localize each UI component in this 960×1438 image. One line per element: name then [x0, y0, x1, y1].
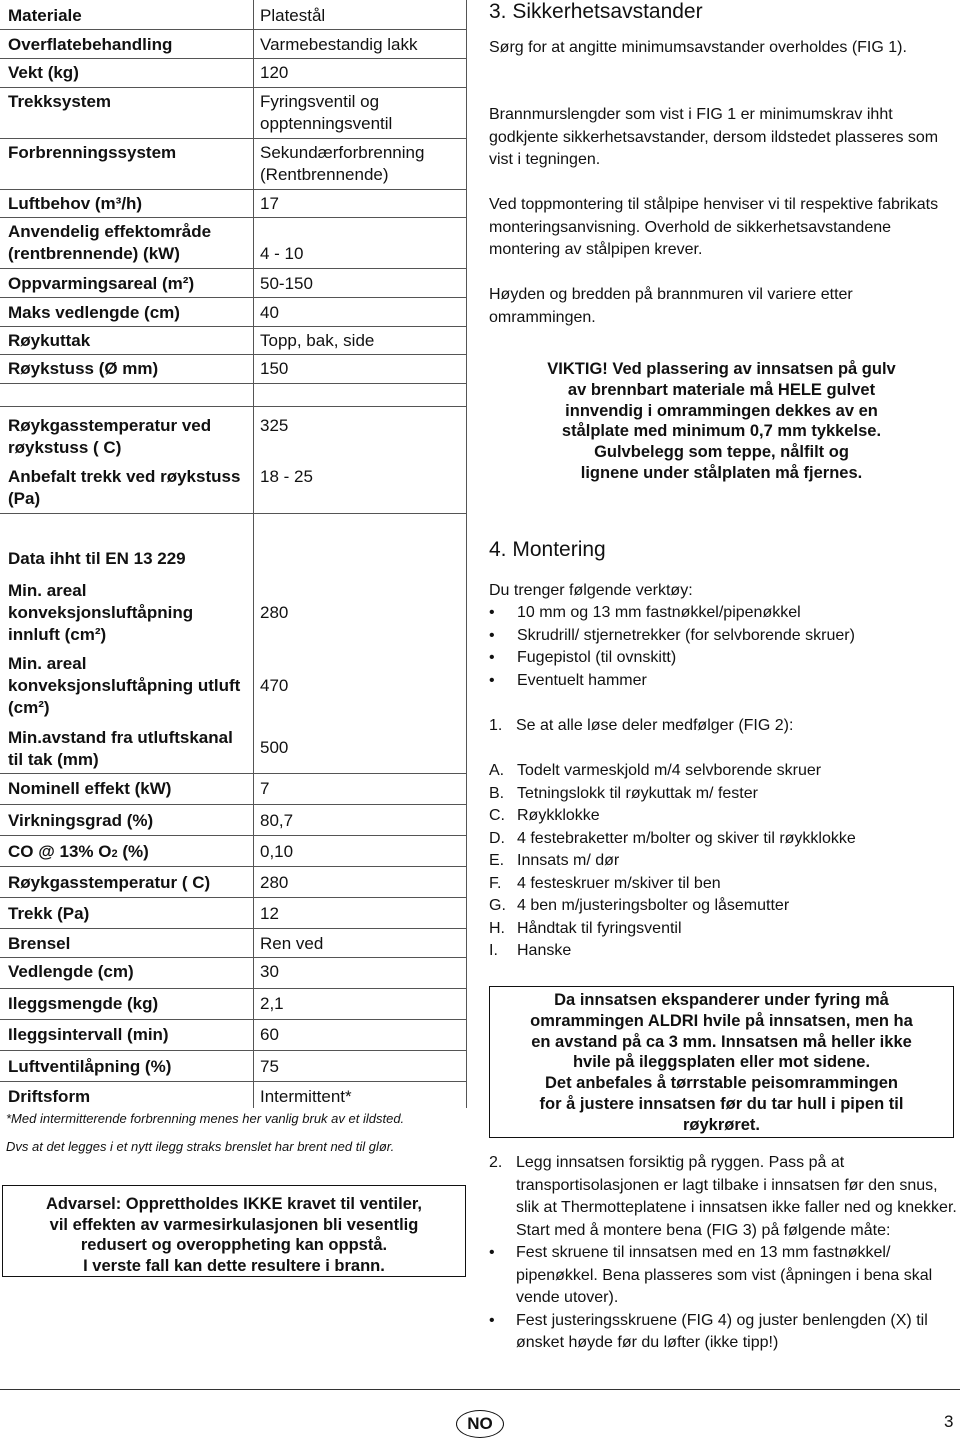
part-letter: E. — [489, 852, 505, 869]
row-value: 17 — [260, 194, 279, 213]
table-row-spacer — [0, 514, 466, 544]
step-number: 1. — [489, 717, 503, 734]
list-item-text: Fest justeringsskruene (FIG 4) og juster benlengden (X) til ønsket høyde før du løfter (ikke tipp!) — [516, 1311, 928, 1351]
row-label: Overflatebehandling — [8, 35, 173, 54]
tools-intro: Du trenger følgende verktøy: — [489, 582, 693, 599]
row-label: Luftventilåpning (%) — [8, 1057, 172, 1076]
row-label: Maks vedlengde (cm) — [8, 303, 180, 322]
notice-line: for å justere innsatsen før du tar hull i pipen til — [539, 1094, 904, 1113]
footnote-refuel: Dvs at det legges i et nytt ilegg straks brenslet har brent ned til glør. — [6, 1139, 395, 1154]
section-3-heading: 3. Sikkerhetsavstander — [489, 0, 703, 23]
row-label: Røykstuss (Ø mm) — [8, 359, 159, 378]
row-value: Intermittent* — [260, 1087, 352, 1106]
table-row-spacer — [0, 384, 466, 407]
notice-line: en avstand på ca 3 mm. Innsatsen må heller ikke — [531, 1032, 912, 1051]
row-value: Platestål — [260, 6, 326, 25]
row-label-subscript: 2 — [111, 848, 118, 860]
row-label: Vekt (kg) — [8, 63, 79, 82]
row-value: Sekundærforbrenning (Rentbrennende) — [260, 143, 425, 184]
table-row — [0, 958, 466, 989]
list-item — [489, 940, 856, 963]
row-value: 7 — [260, 779, 270, 798]
bullet-icon: • — [489, 604, 495, 621]
step-2 — [489, 1152, 957, 1355]
table-row — [0, 867, 466, 898]
list-item — [489, 1242, 957, 1310]
list-item-text: 10 mm og 13 mm fastnøkkel/pipenøkkel — [517, 604, 801, 621]
row-label — [8, 841, 149, 865]
row-label: Røykgasstemperatur ved røykstuss ( C) — [8, 416, 212, 457]
row-label: Luftbehov (m³/h) — [8, 194, 143, 213]
row-label: Ileggsintervall (min) — [8, 1025, 169, 1044]
notice-line: Da innsatsen ekspanderer under fyring må — [554, 991, 889, 1009]
row-label: Materiale — [8, 6, 82, 25]
page-number: 3 — [944, 1412, 954, 1431]
table-row — [0, 898, 466, 929]
part-letter: C. — [489, 807, 505, 824]
list-item — [489, 850, 856, 873]
section-4-heading: 4. Montering — [489, 538, 606, 561]
table-row — [0, 576, 466, 649]
row-label: Oppvarmingsareal (m²) — [8, 274, 195, 293]
tools-list — [489, 602, 855, 692]
table-row — [0, 649, 466, 723]
row-value: Fyringsventil og opptenningsventil — [260, 92, 393, 133]
part-letter: D. — [489, 829, 505, 847]
section-3-paragraph: Brannmurslengder som vist i FIG 1 er minimumskrav ihht godkjente sikkerhetsavstander, dersom ildstedet plasseres som vist i tegningen. — [489, 106, 939, 168]
list-item — [489, 602, 855, 625]
table-row — [0, 1051, 466, 1082]
list-item-text: Tetningslokk til røykuttak m/ fester — [517, 784, 758, 802]
notice-line: Det anbefales å tørrstable peisomrammingen — [544, 1074, 899, 1093]
table-row — [0, 139, 466, 190]
list-item — [489, 918, 856, 941]
list-item-text: Eventuelt hammer — [517, 671, 647, 689]
list-item-text: 4 ben m/justeringsbolter og låsemutter — [517, 897, 790, 914]
table-row — [0, 929, 466, 958]
step-1 — [489, 715, 954, 738]
list-item-text: Todelt varmeskjold m/4 selvborende skruer — [517, 762, 822, 779]
row-label: Røykgasstemperatur ( C) — [8, 873, 211, 892]
row-value: 150 — [260, 359, 289, 378]
row-value: Ren ved — [260, 934, 324, 953]
table-row — [0, 59, 466, 88]
row-label: Vedlengde (cm) — [8, 962, 134, 981]
table-row — [0, 88, 466, 139]
row-label: Min.avstand fra utluftskanal til tak (mm) — [8, 728, 233, 769]
table-row — [0, 218, 466, 269]
notice-line: omrammingen ALDRI hvile på innsatsen, men ha — [530, 1011, 913, 1030]
notice-line: hvile på ileggsplaten eller mot sidene. — [572, 1053, 871, 1072]
row-value: 80,7 — [260, 811, 294, 830]
list-item — [489, 828, 856, 851]
bullet-icon: • — [489, 1244, 495, 1261]
row-value: 12 — [260, 904, 279, 923]
footnote-intermittent: *Med intermitterende forbrenning menes her vanlig bruk av et ildsted. — [6, 1111, 405, 1126]
list-item-text: Hanske — [517, 942, 572, 959]
spec-table — [0, 0, 466, 1108]
expansion-notice-box — [489, 986, 954, 1138]
row-value: 75 — [260, 1057, 279, 1076]
part-letter: B. — [489, 784, 505, 802]
row-value: 500 — [260, 738, 289, 757]
table-row — [0, 544, 466, 576]
list-item — [489, 625, 855, 648]
notice-line: innvendig i omrammingen dekkes av en — [565, 401, 878, 420]
list-item — [489, 805, 856, 828]
section-3-paragraph: Høyden og bredden på brannmuren vil variere etter omrammingen. — [489, 286, 853, 326]
table-row — [0, 0, 466, 30]
section-3-paragraph: Sørg for at angitte minimumsavstander overholdes (FIG 1). — [489, 39, 907, 56]
list-item — [489, 783, 856, 806]
row-label: Anbefalt trekk ved røykstuss (Pa) — [8, 467, 241, 508]
row-value: 50-150 — [260, 274, 313, 293]
table-row — [0, 723, 466, 774]
ventilation-warning-box — [2, 1185, 466, 1277]
list-item-text: Skrudrill/ stjernetrekker (for selvborende skruer) — [517, 626, 855, 644]
row-value: 470 — [260, 676, 289, 695]
list-item — [489, 760, 856, 783]
part-letter: G. — [489, 897, 506, 914]
table-row — [0, 989, 466, 1020]
row-label: Virkningsgrad (%) — [8, 811, 154, 830]
table-row — [0, 1020, 466, 1051]
row-label-tail: (%) — [117, 842, 149, 861]
bullet-icon: • — [489, 1311, 495, 1329]
table-row — [0, 269, 466, 298]
row-label: Data ihht til EN 13 229 — [8, 549, 186, 568]
row-label: Forbrenningssystem — [8, 143, 177, 162]
table-row — [0, 327, 466, 355]
step-text: Se at alle løse deler medfølger (FIG 2): — [516, 717, 794, 734]
step-number: 2. — [489, 1154, 503, 1171]
row-value: 280 — [260, 603, 289, 622]
row-label: Anvendelig effektområde (rentbrennende) (kW) — [8, 222, 212, 263]
list-item-text: Fest skruene til innsatsen med en 13 mm fastnøkkel/ pipenøkkel. Bena plasseres som vist (åpningen i bena skal vende utover). — [516, 1244, 933, 1306]
part-letter: H. — [489, 919, 505, 937]
warning-line: redusert og overoppheting kan oppstå. — [80, 1236, 388, 1254]
floor-plate-notice — [489, 359, 954, 484]
part-letter: F. — [489, 874, 502, 892]
notice-line: røykrøret. — [682, 1115, 761, 1134]
warning-line: vil effekten av varmesirkulasjonen bli vesentlig — [49, 1215, 419, 1234]
table-row — [0, 805, 466, 836]
table-row — [0, 298, 466, 327]
list-item-text: Fugepistol (til ovnskitt) — [517, 649, 677, 666]
table-row — [0, 836, 466, 867]
notice-line: av brennbart materiale må HELE gulvet — [567, 380, 876, 399]
row-label: Min. areal konveksjonsluftåpning innluft (cm²) — [8, 581, 194, 644]
row-label: Trekk (Pa) — [8, 904, 90, 923]
row-label: Ileggsmengde (kg) — [8, 994, 159, 1013]
table-row — [0, 190, 466, 218]
row-label: Driftsform — [8, 1087, 91, 1106]
row-label-text: CO @ 13% O — [8, 842, 112, 861]
list-item-text: Røykklokke — [517, 807, 600, 824]
list-item-text: Innsats m/ dør — [517, 852, 620, 869]
notice-line: lignene under stålplaten må fjernes. — [580, 463, 863, 482]
footer-rule — [0, 1389, 960, 1390]
table-row — [0, 30, 466, 59]
language-badge: NO — [456, 1410, 504, 1438]
row-value: 4 - 10 — [260, 244, 304, 263]
part-letter: A. — [489, 762, 505, 779]
bullet-icon: • — [489, 671, 495, 689]
row-label: Brensel — [8, 934, 71, 953]
row-value: Varmebestandig lakk — [260, 35, 418, 54]
row-label: Nominell effekt (kW) — [8, 779, 172, 798]
notice-line: Gulvbelegg som teppe, nålfilt og — [594, 443, 849, 462]
row-value: Topp, bak, side — [260, 331, 375, 350]
section-3-paragraph: Ved toppmontering til stålpipe henviser vi til respektive fabrikats monteringsanvisning. Overhold de sikkerhetsavstandene montering av stålpipen krever. — [489, 196, 939, 258]
row-value: 30 — [260, 962, 279, 981]
table-row — [0, 355, 466, 384]
table-row — [0, 407, 466, 514]
bullet-icon: • — [489, 649, 495, 666]
row-value: 18 - 25 — [260, 467, 313, 486]
table-row — [0, 774, 466, 805]
part-letter: I. — [489, 942, 498, 959]
row-value: 2,1 — [260, 994, 284, 1013]
notice-line: stålplate med minimum 0,7 mm tykkelse. — [561, 422, 882, 441]
row-value: 325 — [260, 416, 289, 435]
row-value: 40 — [260, 303, 279, 322]
row-value: 60 — [260, 1025, 279, 1044]
step-text: Legg innsatsen forsiktig på ryggen. Pass på at transportisolasjonen er lagt tilbake i innsatsen før den snus, slik at Thermotteplatene i innsatsen ikke faller ned og knekker. Start med å montere bena (FIG 3) på følgende måte: — [516, 1154, 957, 1239]
warning-line: I verste fall kan dette resultere i brann. — [83, 1256, 385, 1275]
table-row — [0, 1082, 466, 1108]
row-label: Røykuttak — [8, 331, 91, 350]
row-value: 120 — [260, 63, 289, 82]
row-value: 0,10 — [260, 842, 294, 861]
list-item-text: 4 festebraketter m/bolter og skiver til røykklokke — [517, 829, 856, 847]
list-item-text: Håndtak til fyringsventil — [517, 919, 682, 937]
bullet-icon: • — [489, 626, 495, 644]
step-2-bullets — [489, 1242, 957, 1355]
list-item — [489, 895, 856, 918]
warning-line: Advarsel: Opprettholdes IKKE kravet til ventiler, — [46, 1195, 422, 1213]
table-right-border — [466, 0, 467, 1108]
row-label: Min. areal konveksjonsluftåpning utluft (cm²) — [8, 654, 241, 717]
list-item — [489, 1310, 957, 1355]
list-item — [489, 873, 856, 896]
list-item — [489, 647, 855, 670]
list-item — [489, 670, 855, 693]
list-item-text: 4 festeskruer m/skiver til ben — [517, 874, 721, 892]
row-value: 280 — [260, 873, 289, 892]
parts-list — [489, 760, 856, 963]
notice-line: VIKTIG! Ved plassering av innsatsen på gulv — [547, 360, 896, 378]
row-label: Trekksystem — [8, 92, 112, 111]
